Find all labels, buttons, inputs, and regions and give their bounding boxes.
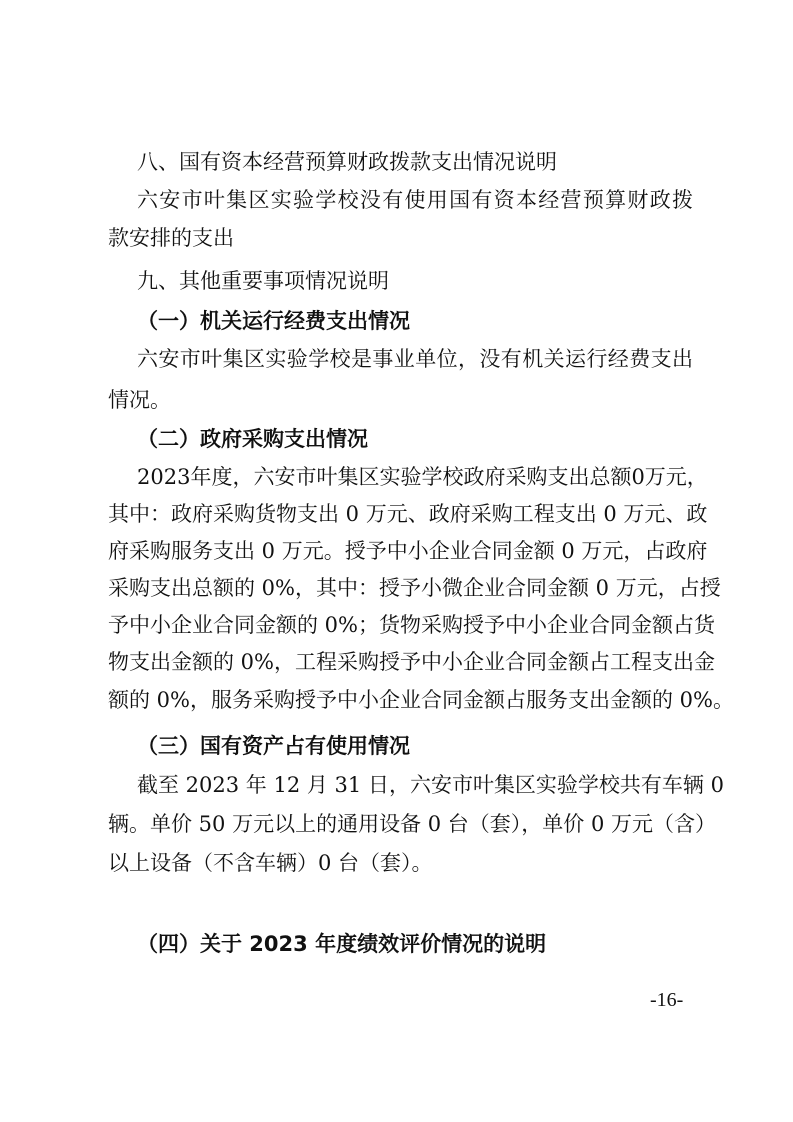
subsection-3-paragraph-line-3: 以上设备（不含车辆）0 台（套）。 — [108, 851, 433, 875]
subsection-2-heading: （二）政府采购支出情况 — [137, 427, 368, 451]
subsection-3-paragraph-line-1: 截至 2023 年 12 月 31 日，六安市叶集区实验学校共有车辆 0 — [137, 773, 724, 797]
subsection-2-paragraph-line-6: 物支出金额的 0%，工程采购授予中小企业合同金额占工程支出金 — [108, 650, 715, 674]
subsection-3-paragraph-line-2: 辆。单价 50 万元以上的通用设备 0 台（套），单价 0 万元（含） — [108, 812, 716, 836]
subsection-4-heading: （四）关于 2023 年度绩效评价情况的说明 — [137, 932, 547, 956]
subsection-2-paragraph-line-7: 额的 0%，服务采购授予中小企业合同金额占服务支出金额的 0%。 — [108, 688, 734, 712]
subsection-1-paragraph-line-1: 六安市叶集区实验学校是事业单位，没有机关运行经费支出 — [137, 347, 693, 371]
subsection-2-paragraph-line-4: 采购支出总额的 0%，其中：授予小微企业合同金额 0 万元，占授 — [108, 576, 721, 600]
subsection-2-paragraph-line-1: 2023年度，六安市叶集区实验学校政府采购支出总额0万元， — [137, 465, 708, 489]
subsection-3-heading: （三）国有资产占有使用情况 — [137, 734, 410, 758]
subsection-2-paragraph-line-2: 其中：政府采购货物支出 0 万元、政府采购工程支出 0 万元、政 — [108, 502, 708, 526]
subsection-2-paragraph-line-3: 府采购服务支出 0 万元。授予中小企业合同金额 0 万元，占政府 — [108, 539, 708, 563]
section-9-heading: 九、其他重要事项情况说明 — [137, 269, 389, 293]
page-number: -16- — [650, 989, 684, 1011]
subsection-1-paragraph-line-2: 情况。 — [108, 388, 171, 412]
subsection-1-heading: （一）机关运行经费支出情况 — [137, 309, 410, 333]
section-8-heading: 八、国有资本经营预算财政拨款支出情况说明 — [137, 150, 557, 174]
subsection-2-paragraph-line-5: 予中小企业合同金额的 0%；货物采购授予中小企业合同金额占货 — [108, 613, 715, 637]
section-8-paragraph-line-2: 款安排的支出 — [108, 226, 234, 250]
section-8-paragraph-line-1: 六安市叶集区实验学校没有使用国有资本经营预算财政拨 — [137, 188, 693, 212]
